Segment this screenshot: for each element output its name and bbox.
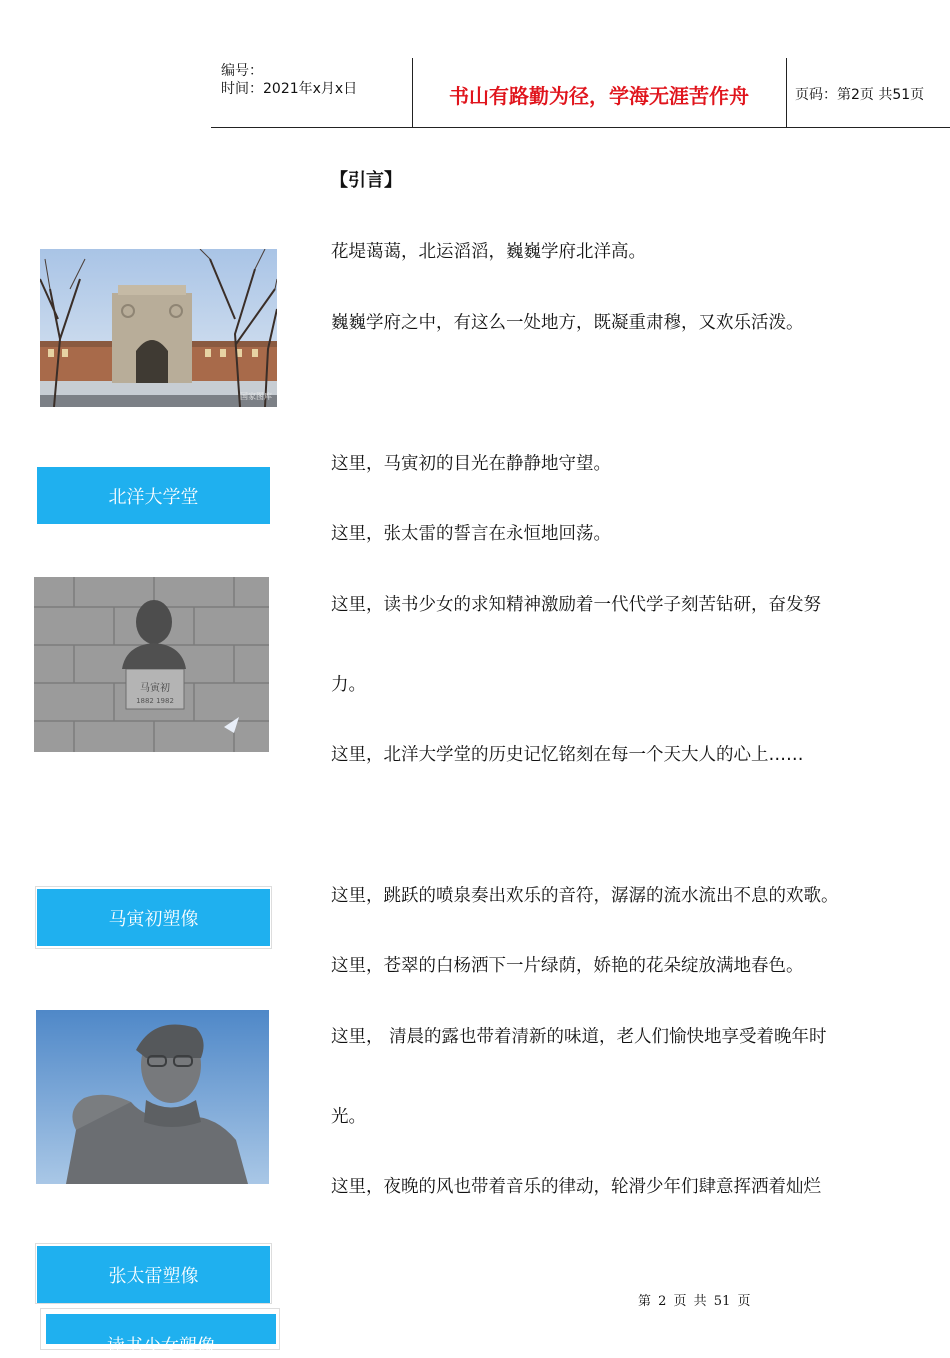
document-header [211,58,950,128]
header-motto: 书山有路勤为径，学海无涯苦作舟 [449,84,749,108]
paragraph: 光。 [331,1107,366,1127]
bust-plaque-name: 马寅初 [140,683,170,694]
header-page-info: 页码：第2页 共51页 [795,87,925,103]
paragraph: 这里，张太雷的誓言在永恒地回荡。 [331,524,611,544]
mayinchu-bust-photo [34,577,269,752]
header-number-label: 编号： [221,63,263,79]
beiyang-gate-photo [40,249,277,407]
paragraph: 巍巍学府之中，有这么一处地方，既凝重肃穆，又欢乐活泼。 [331,313,804,333]
paragraph: 这里，苍翠的白杨洒下一片绿荫，娇艳的花朵绽放满地春色。 [331,956,804,976]
caption-zhangtailei: 张太雷塑像 [37,1246,270,1303]
paragraph: 这里， 清晨的露也带着清新的味道，老人们愉快地享受着晚年时 [331,1027,827,1047]
paragraph: 这里，跳跃的喷泉奏出欢乐的音符，潺潺的流水流出不息的欢歌。 [331,886,839,906]
caption-reading-girl [46,1314,276,1357]
photo-watermark: 国家图库 [240,392,272,401]
caption-reading-girl-text: 读书少女塑像 [107,1336,215,1357]
header-meta [221,62,357,98]
paragraph: 这里，夜晚的风也带着音乐的律动，轮滑少年们肆意挥洒着灿烂 [331,1177,821,1197]
zhangtailei-statue-photo [36,1010,269,1184]
paragraph: 花堤蔼蔼，北运滔滔，巍巍学府北洋高。 [331,242,646,262]
paragraph: 力。 [331,675,366,695]
paragraph: 这里，北洋大学堂的历史记忆铭刻在每一个天大人的心上…… [331,745,804,765]
intro-title: 【引言】 [330,170,402,191]
caption-beiyang: 北洋大学堂 [37,467,270,524]
paragraph: 这里，读书少女的求知精神激励着一代代学子刻苦钻研，奋发努 [331,595,821,615]
header-time-label: 时间：2021年x月x日 [221,81,358,97]
page-footer: 第 2 页 共 51 页 [638,1294,751,1309]
bust-plaque-years: 1882 1982 [136,697,174,705]
caption-mayinchu: 马寅初塑像 [37,889,270,946]
header-divider [786,58,787,127]
paragraph: 这里，马寅初的目光在静静地守望。 [331,454,611,474]
